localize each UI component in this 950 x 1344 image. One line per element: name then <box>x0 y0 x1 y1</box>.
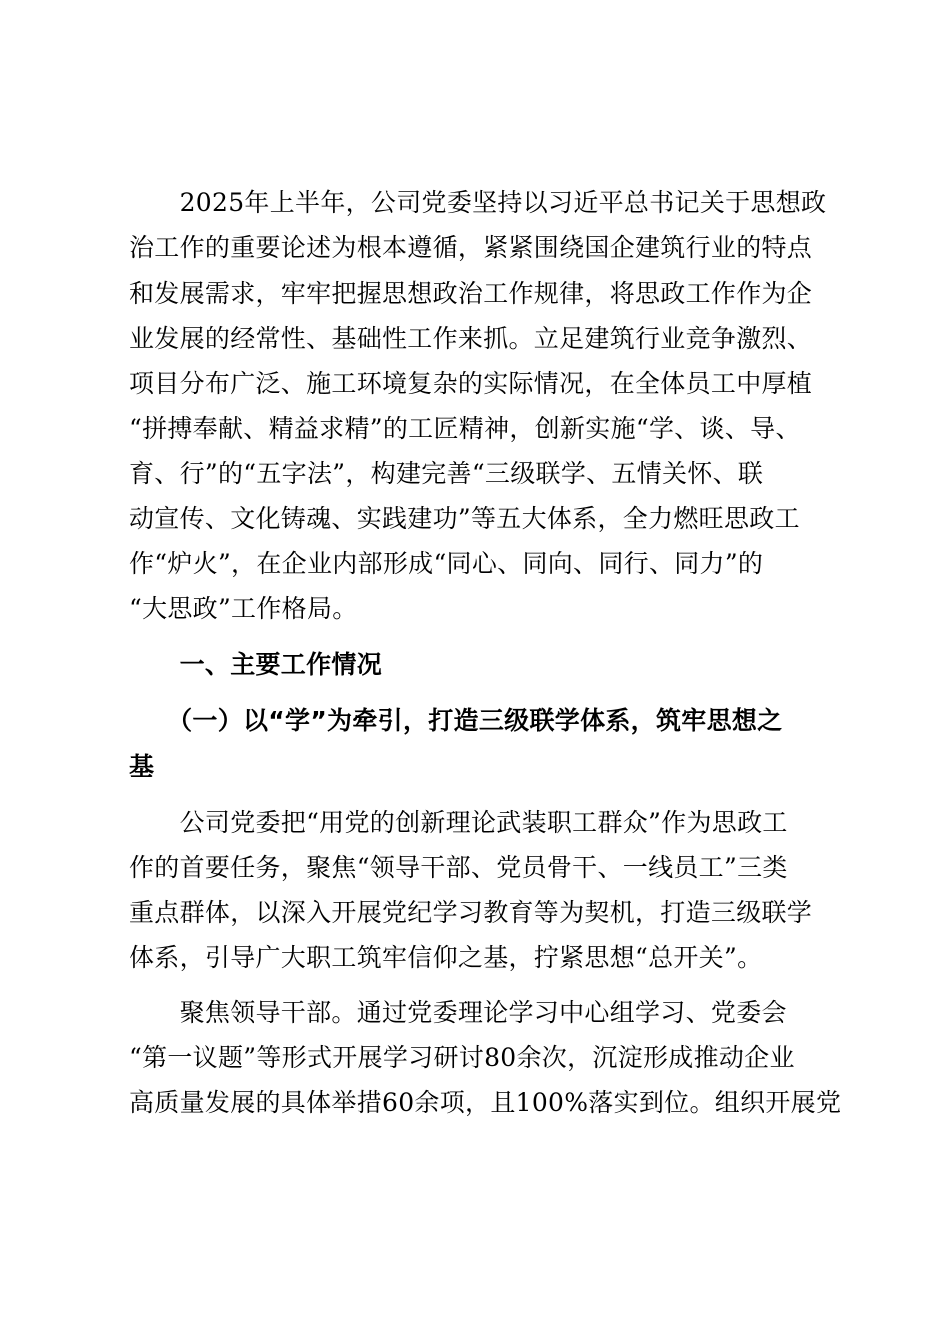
intro-line: 治工作的重要论述为根本遵循，紧紧围绕国企建筑行业的特点 <box>129 233 813 262</box>
intro-line: 育、行”的“五字法”，构建完善“三级联学、五情关怀、联 <box>129 459 764 488</box>
section-heading: 一、主要工作情况 <box>129 650 383 679</box>
paragraph-line: 聚焦领导干部。通过党委理论学习中心组学习、党委会 <box>129 998 787 1027</box>
intro-line: “大思政”工作格局。 <box>129 594 358 623</box>
paragraph-line: 公司党委把“用党的创新理论武装职工群众”作为思政工 <box>129 808 788 837</box>
intro-line: 2025年上半年，公司党委坚持以习近平总书记关于思想政 <box>129 188 827 217</box>
intro-line: 项目分布广泛、施工环境复杂的实际情况，在全体员工中厚植 <box>129 369 813 398</box>
intro-line: 业发展的经常性、基础性工作来抓。立足建筑行业竞争激烈、 <box>129 324 813 353</box>
paragraph-line: 重点群体，以深入开展党纪学习教育等为契机，打造三级联学 <box>129 898 813 927</box>
intro-line: 动宣传、文化铸魂、实践建功”等五大体系，全力燃旺思政工 <box>129 504 800 533</box>
intro-line: “拼搏奉献、精益求精”的工匠精神，创新实施“学、谈、导、 <box>129 414 801 443</box>
paragraph-line: 高质量发展的具体举措60余项，且100%落实到位。组织开展党 <box>129 1088 842 1117</box>
intro-line: 作“炉火”，在企业内部形成“同心、同向、同行、同力”的 <box>129 549 764 578</box>
paragraph-line: 体系，引导广大职工筑牢信仰之基，拧紧思想“总开关”。 <box>129 943 763 972</box>
sub-heading: （一）以“学”为牵引，打造三级联学体系，筑牢思想之 <box>129 706 783 735</box>
paragraph-line: 作的首要任务，聚焦“领导干部、党员骨干、一线员工”三类 <box>129 853 788 882</box>
paragraph-line: “第一议题”等形式开展学习研讨80余次，沉淀形成推动企业 <box>129 1043 795 1072</box>
intro-line: 和发展需求，牢牢把握思想政治工作规律，将思政工作作为企 <box>129 279 813 308</box>
sub-heading: 基 <box>129 752 155 781</box>
